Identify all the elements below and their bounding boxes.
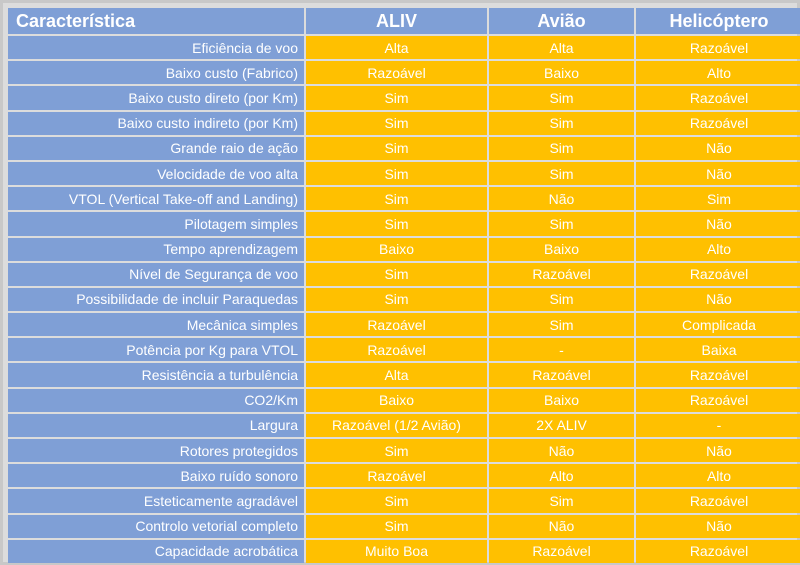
table-row <box>8 389 800 412</box>
helicoptero-cell: Complicada <box>636 313 800 336</box>
helicoptero-cell: Não <box>636 137 800 160</box>
helicoptero-cell: Não <box>636 212 800 235</box>
helicoptero-cell: Razoável <box>636 112 800 135</box>
aliv-cell: Baixo <box>306 238 487 261</box>
aviao-cell: Sim <box>489 137 634 160</box>
feature-cell: Rotores protegidos <box>8 439 304 462</box>
feature-cell: Baixo custo (Fabrico) <box>8 61 304 84</box>
aliv-cell: Sim <box>306 137 487 160</box>
feature-cell: Grande raio de ação <box>8 137 304 160</box>
helicoptero-cell: Razoável <box>636 86 800 109</box>
helicoptero-cell: Razoável <box>636 36 800 59</box>
feature-cell: Baixo custo indireto (por Km) <box>8 112 304 135</box>
aliv-cell: Alta <box>306 363 487 386</box>
aliv-cell: Sim <box>306 515 487 538</box>
table-row <box>8 36 800 59</box>
helicoptero-cell: Alto <box>636 464 800 487</box>
aliv-cell: Muito Boa <box>306 540 487 563</box>
aviao-cell: Sim <box>489 112 634 135</box>
table-row <box>8 338 800 361</box>
aviao-cell: Baixo <box>489 61 634 84</box>
feature-cell: Tempo aprendizagem <box>8 238 304 261</box>
helicoptero-cell: Razoável <box>636 263 800 286</box>
feature-cell: Baixo custo direto (por Km) <box>8 86 304 109</box>
table-row <box>8 86 800 109</box>
table-row <box>8 238 800 261</box>
aviao-cell: Não <box>489 515 634 538</box>
table-row <box>8 187 800 210</box>
aviao-cell: Razoável <box>489 363 634 386</box>
table-body <box>8 36 800 563</box>
aviao-cell: Sim <box>489 162 634 185</box>
table-row <box>8 540 800 563</box>
aviao-cell: Alta <box>489 36 634 59</box>
aliv-cell: Razoável <box>306 313 487 336</box>
helicoptero-cell: Razoável <box>636 489 800 512</box>
table-row <box>8 61 800 84</box>
feature-cell: Velocidade de voo alta <box>8 162 304 185</box>
feature-cell: Resistência a turbulência <box>8 363 304 386</box>
helicoptero-cell: Alto <box>636 238 800 261</box>
helicoptero-cell: Razoável <box>636 363 800 386</box>
table-row <box>8 464 800 487</box>
aviao-cell: Sim <box>489 489 634 512</box>
feature-cell: Eficiência de voo <box>8 36 304 59</box>
table-row <box>8 212 800 235</box>
aviao-cell: Sim <box>489 313 634 336</box>
helicoptero-cell: Sim <box>636 187 800 210</box>
aliv-cell: Sim <box>306 86 487 109</box>
header-aliv: ALIV <box>306 8 487 34</box>
header-aviao: Avião <box>489 8 634 34</box>
table-row <box>8 363 800 386</box>
aliv-cell: Razoável <box>306 464 487 487</box>
table-row <box>8 137 800 160</box>
aviao-cell: Baixo <box>489 238 634 261</box>
feature-cell: Controlo vetorial completo <box>8 515 304 538</box>
aviao-cell: 2X ALIV <box>489 414 634 437</box>
aviao-cell: Sim <box>489 288 634 311</box>
aliv-cell: Razoável (1/2 Avião) <box>306 414 487 437</box>
aliv-cell: Alta <box>306 36 487 59</box>
helicoptero-cell: Baixa <box>636 338 800 361</box>
feature-cell: Pilotagem simples <box>8 212 304 235</box>
table-row <box>8 489 800 512</box>
aviao-cell: Sim <box>489 212 634 235</box>
aliv-cell: Baixo <box>306 389 487 412</box>
aliv-cell: Sim <box>306 439 487 462</box>
helicoptero-cell: - <box>636 414 800 437</box>
aliv-cell: Razoável <box>306 338 487 361</box>
table-row <box>8 439 800 462</box>
aviao-cell: Alto <box>489 464 634 487</box>
feature-cell: Esteticamente agradável <box>8 489 304 512</box>
header-row <box>8 8 800 34</box>
aliv-cell: Sim <box>306 288 487 311</box>
helicoptero-cell: Não <box>636 162 800 185</box>
helicoptero-cell: Alto <box>636 61 800 84</box>
aviao-cell: Não <box>489 187 634 210</box>
comparison-table <box>6 6 800 565</box>
aliv-cell: Sim <box>306 263 487 286</box>
feature-cell: Possibilidade de incluir Paraquedas <box>8 288 304 311</box>
feature-cell: Largura <box>8 414 304 437</box>
feature-cell: VTOL (Vertical Take-off and Landing) <box>8 187 304 210</box>
aviao-cell: Razoável <box>489 263 634 286</box>
table-row <box>8 112 800 135</box>
aviao-cell: Não <box>489 439 634 462</box>
aliv-cell: Sim <box>306 162 487 185</box>
aliv-cell: Sim <box>306 212 487 235</box>
table-row <box>8 288 800 311</box>
aliv-cell: Sim <box>306 187 487 210</box>
helicoptero-cell: Não <box>636 515 800 538</box>
table-row <box>8 515 800 538</box>
feature-cell: Nível de Segurança de voo <box>8 263 304 286</box>
feature-cell: CO2/Km <box>8 389 304 412</box>
helicoptero-cell: Razoável <box>636 389 800 412</box>
header-helicoptero: Helicóptero <box>636 8 800 34</box>
aviao-cell: Razoável <box>489 540 634 563</box>
aliv-cell: Sim <box>306 489 487 512</box>
feature-cell: Mecânica simples <box>8 313 304 336</box>
feature-cell: Baixo ruído sonoro <box>8 464 304 487</box>
helicoptero-cell: Não <box>636 439 800 462</box>
table-row <box>8 414 800 437</box>
helicoptero-cell: Razoável <box>636 540 800 563</box>
feature-cell: Capacidade acrobática <box>8 540 304 563</box>
helicoptero-cell: Não <box>636 288 800 311</box>
feature-cell: Potência por Kg para VTOL <box>8 338 304 361</box>
table-row <box>8 313 800 336</box>
aliv-cell: Razoável <box>306 61 487 84</box>
aviao-cell: - <box>489 338 634 361</box>
aliv-cell: Sim <box>306 112 487 135</box>
table-row <box>8 162 800 185</box>
aviao-cell: Baixo <box>489 389 634 412</box>
header-feature: Característica <box>8 8 304 34</box>
table-row <box>8 263 800 286</box>
aviao-cell: Sim <box>489 86 634 109</box>
